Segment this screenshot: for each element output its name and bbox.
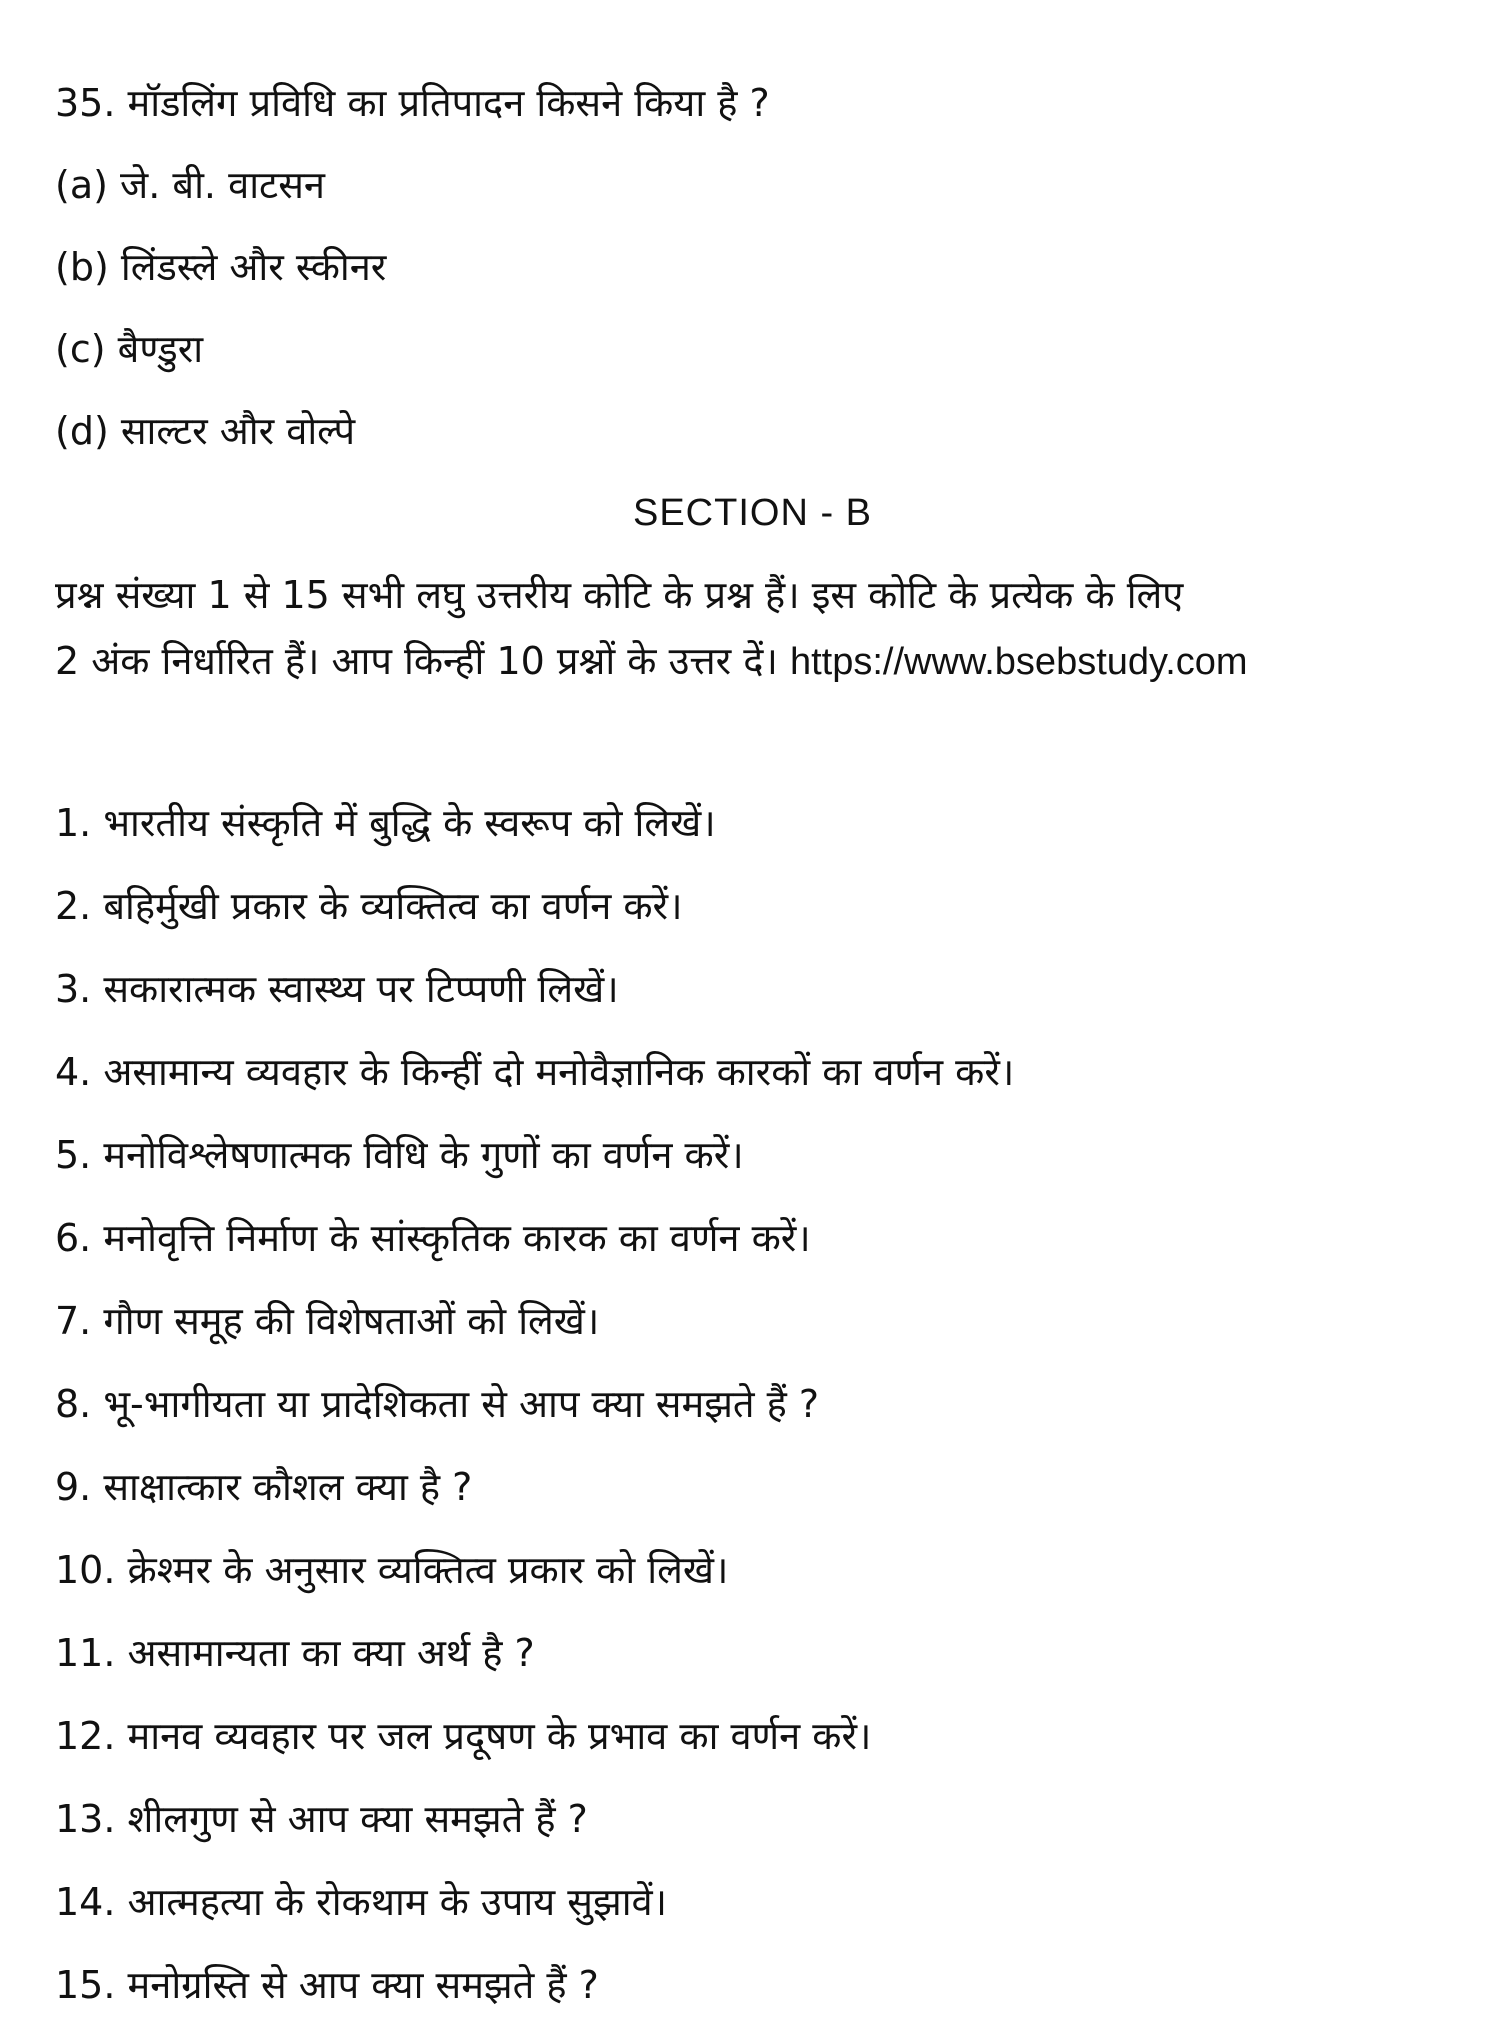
source-url: https://www.bsebstudy.com	[789, 641, 1248, 683]
section-instructions	[55, 562, 1450, 695]
option-a: (a) जे. बी. वाटसन	[55, 163, 325, 207]
instructions-text: 2 अंक निर्धारित हैं। आप किन्हीं 10 प्रश्नों के उत्तर दें।	[55, 639, 778, 683]
question-4: 4. असामान्य व्यवहार के किन्हीं दो मनोवैज्ञानिक कारकों का वर्णन करें।	[55, 1050, 1015, 1094]
option-d: (d) साल्टर और वोल्पे	[55, 409, 356, 453]
question-12: 12. मानव व्यवहार पर जल प्रदूषण के प्रभाव का वर्णन करें।	[55, 1714, 872, 1758]
question-3: 3. सकारात्मक स्वास्थ्य पर टिप्पणी लिखें।	[55, 967, 619, 1011]
section-title: SECTION - B	[632, 492, 873, 534]
question-1: 1. भारतीय संस्कृति में बुद्धि के स्वरूप को लिखें।	[55, 801, 716, 845]
question-5: 5. मनोविश्लेषणात्मक विधि के गुणों का वर्णन करें।	[55, 1133, 744, 1177]
question-35: 35. मॉडलिंग प्रविधि का प्रतिपादन किसने किया है ?	[55, 81, 770, 125]
instructions-line-1: प्रश्न संख्या 1 से 15 सभी लघु उत्तरीय कोटि के प्रश्न हैं। इस कोटि के प्रत्येक के लिए	[55, 573, 1184, 617]
question-14: 14. आत्महत्या के रोकथाम के उपाय सुझावें।	[55, 1880, 668, 1924]
question-2: 2. बहिर्मुखी प्रकार के व्यक्तित्व का वर्णन करें।	[55, 884, 683, 928]
option-b: (b) लिंडस्ले और स्कीनर	[55, 245, 387, 289]
question-15: 15. मनोग्रस्ति से आप क्या समझते हैं ?	[55, 1963, 599, 2007]
option-c: (c) बैण्डुरा	[55, 327, 204, 371]
question-6: 6. मनोवृत्ति निर्माण के सांस्कृतिक कारक का वर्णन करें।	[55, 1216, 811, 1260]
question-7: 7. गौण समूह की विशेषताओं को लिखें।	[55, 1299, 600, 1343]
question-11: 11. असामान्यता का क्या अर्थ है ?	[55, 1631, 535, 1675]
question-10: 10. क्रेश्मर के अनुसार व्यक्तित्व प्रकार को लिखें।	[55, 1548, 729, 1592]
instructions-line-2	[55, 628, 1450, 695]
question-9: 9. साक्षात्कार कौशल क्या है ?	[55, 1465, 473, 1509]
question-8: 8. भू-भागीयता या प्रादेशिकता से आप क्या समझते हैं ?	[55, 1382, 820, 1426]
question-13: 13. शीलगुण से आप क्या समझते हैं ?	[55, 1797, 588, 1841]
